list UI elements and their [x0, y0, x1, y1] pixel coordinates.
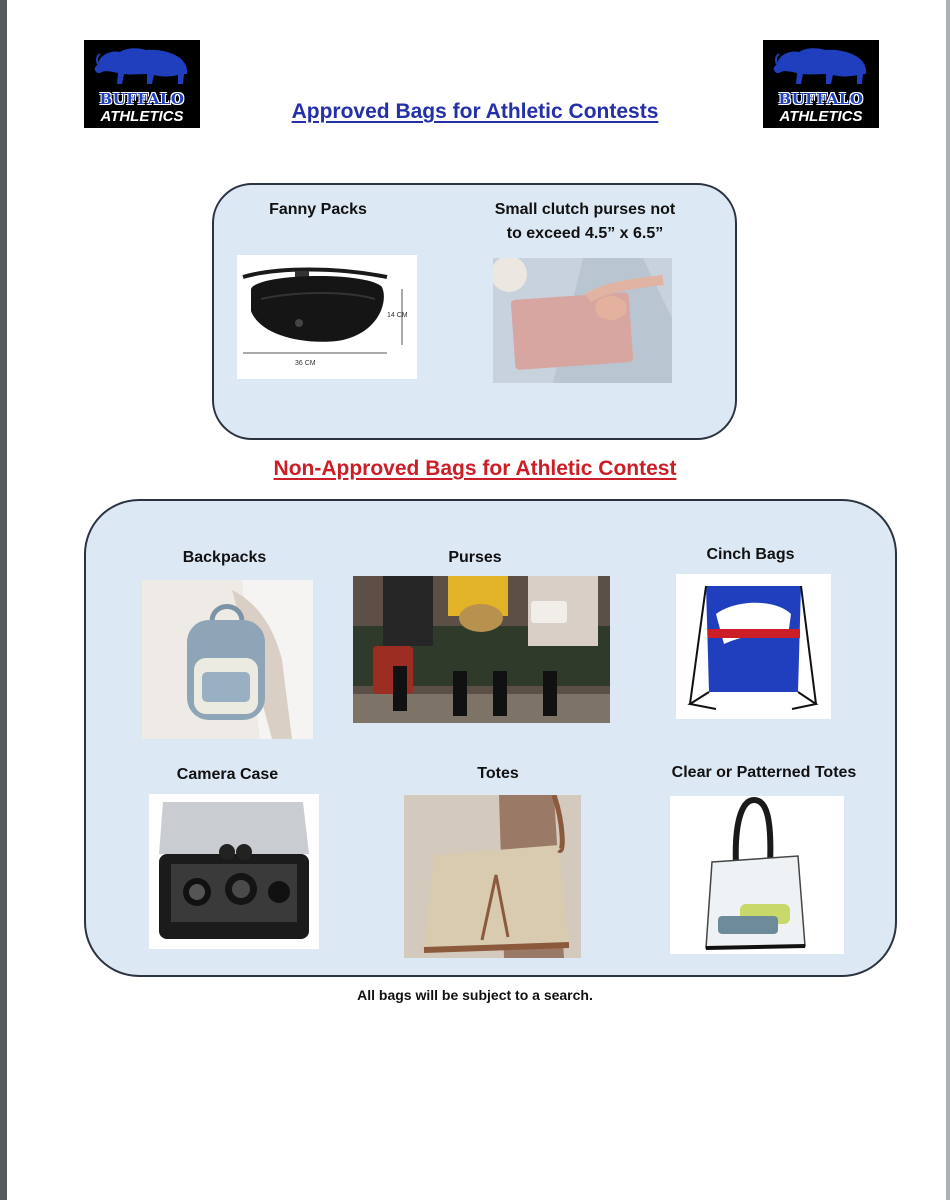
purses-label: Purses — [448, 549, 502, 566]
logo-line-buffalo: BUFFALO — [778, 90, 864, 108]
fanny-pack-width-text: 36 CM — [295, 360, 316, 367]
clutch-purse-image — [493, 258, 672, 383]
fanny-pack-height-text: 14 CM — [387, 312, 408, 319]
clutch-purse-label-line1: Small clutch purses not — [494, 201, 676, 218]
purses-image — [353, 576, 610, 723]
clear-tote-image — [670, 796, 844, 954]
backpack-image — [142, 580, 313, 739]
camera-case-image — [149, 794, 319, 949]
backpacks-label: Backpacks — [182, 549, 267, 566]
camera-case-label: Camera Case — [176, 766, 279, 783]
logo-line-buffalo: BUFFALO — [99, 90, 185, 108]
fanny-packs-label: Fanny Packs — [269, 201, 367, 218]
bison-icon — [90, 44, 194, 90]
bison-icon — [769, 44, 873, 90]
approved-bags-heading: Approved Bags for Athletic Contests — [291, 100, 659, 123]
clutch-purse-label-line2: to exceed 4.5” x 6.5” — [506, 225, 664, 242]
page-border-right — [946, 0, 950, 1200]
logo-line-athletics: ATHLETICS — [779, 108, 863, 125]
clutch-purse-label — [470, 198, 700, 246]
non-approved-bags-heading: Non-Approved Bags for Athletic Contest — [273, 457, 677, 480]
logo-line-athletics: ATHLETICS — [100, 108, 184, 125]
search-notice: All bags will be subject to a search. — [357, 987, 593, 1003]
cinch-bags-label: Cinch Bags — [706, 546, 795, 563]
page-border-left — [0, 0, 7, 1200]
fanny-pack-image — [237, 255, 417, 379]
clear-totes-label: Clear or Patterned Totes — [671, 764, 857, 781]
totes-label: Totes — [477, 765, 519, 782]
cinch-bag-image — [676, 574, 831, 719]
tote-image — [404, 795, 581, 958]
